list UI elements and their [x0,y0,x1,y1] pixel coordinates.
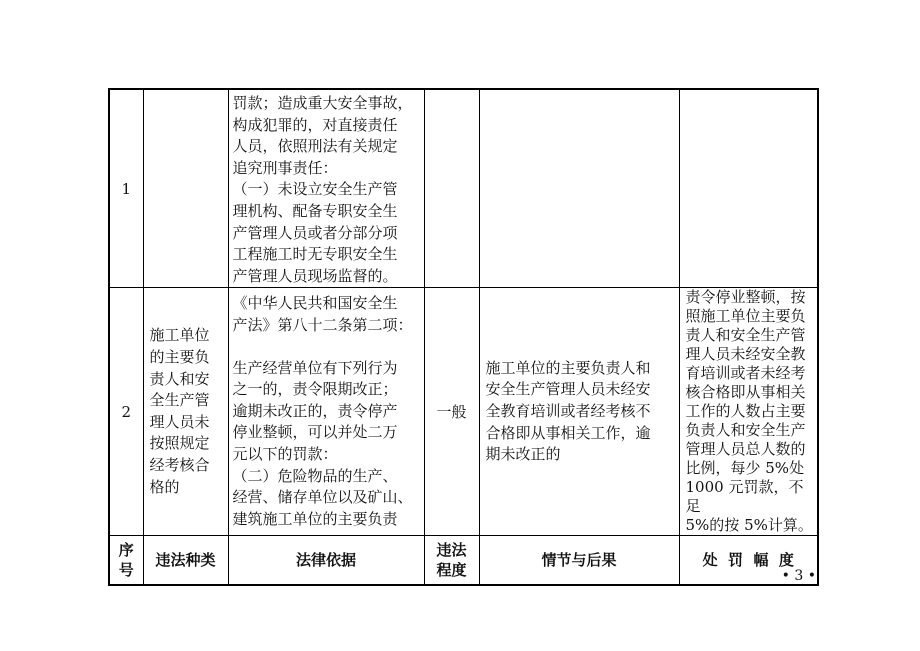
header-degree-label: 违法程度 [436,541,467,580]
penalty-line: 理人员未经安全教 [685,345,806,364]
basis-line: 停业整顿，可以并处二万 [232,423,398,442]
row-1-penalty [679,89,818,288]
table-row [109,288,818,536]
regulation-table [108,88,819,586]
penalty-line: 核合格即从事相关 [685,383,806,402]
spacer [233,337,420,358]
type-line: 施工单位 [149,326,210,345]
penalty-line: 照施工单位主要负 [685,307,806,326]
penalty-line: 比例，每少 5%处 [685,459,805,478]
basis-line: 生产经营单位有下列行为 [232,358,398,377]
penalty-line: 1000 元罚款，不足 [685,478,804,516]
penalty-line: 责人和安全生产管 [685,326,806,345]
basis-line: 《中华人民共和国安全生 [232,294,398,313]
type-line: 全生产管 [149,391,210,410]
table-row [109,89,818,288]
penalty-line: 管理人员总人数的 [685,440,806,459]
table-header-row [109,536,818,585]
header-type: 违法种类 [143,536,228,585]
basis-line: 逾期未改正的，责令停产 [232,401,398,420]
basis-line: 人员，依照刑法有关规定 [232,137,398,156]
header-degree [424,536,479,585]
row-1-circumstances [479,89,679,288]
type-line: 理人员未 [149,412,210,431]
basis-line: 建筑施工单位的主要负责 [232,509,398,528]
header-seq [109,536,143,585]
basis-line: 理机构、配备专职安全生 [232,201,398,220]
basis-line: 产管理人员现场监督的。 [232,266,398,285]
penalty-line: 5%的按 5%计算。 [685,516,813,535]
type-line: 按照规定 [149,434,210,453]
row-2-seq: 2 [109,288,143,536]
penalty-line: 育培训或者未经考 [685,364,806,383]
basis-line: 产管理人员或者分部分项 [232,223,398,242]
circumstance-line: 合格即从事相关工作，逾 [485,423,651,442]
row-2-circumstances [479,288,679,536]
basis-line: 元以下的罚款： [232,444,338,463]
basis-line: 产法》第八十二条第二项： [232,315,413,334]
row-1-seq: 1 [109,89,143,288]
row-1-basis [228,89,424,288]
circumstance-line: 施工单位的主要负责人和 [485,358,651,377]
type-line: 格的 [149,477,180,496]
type-line: 的主要负 [149,348,210,367]
circumstance-line: 安全生产管理人员未经安 [485,380,651,399]
header-basis: 法律依据 [228,536,424,585]
penalty-line: 工作的人数占主要 [685,402,806,421]
circumstance-line: 期未改正的 [485,445,561,464]
row-2-type [143,288,228,536]
row-2-penalty [679,288,818,536]
basis-line: 经营、储存单位以及矿山、 [232,488,413,507]
row-2-degree: 一般 [424,288,479,536]
header-penalty: 处 罚 幅 度 [679,536,818,585]
basis-line: 追究刑事责任： [232,158,338,177]
basis-line: （一）未设立安全生产管 [232,180,398,199]
basis-line: 罚款；造成重大安全事故， [232,94,413,112]
type-line: 经考核合 [149,456,210,475]
basis-line: 之一的，责令限期改正； [232,380,398,399]
basis-line: （二）危险物品的生产、 [232,466,398,485]
page-number: • 3 • [781,568,816,584]
row-1-type [143,89,228,288]
row-1-degree [424,89,479,288]
header-seq-label: 序号 [118,541,134,580]
circumstance-line: 全教育培训或者经考核不 [485,402,651,421]
header-circumstances: 情节与后果 [479,536,679,585]
type-line: 责人和安 [149,369,210,388]
row-2-basis [228,288,424,536]
penalty-line: 责令停业整顿，按 [685,288,806,307]
basis-line: 工程施工时无专职安全生 [232,245,398,264]
penalty-line: 负责人和安全生产 [685,421,806,440]
basis-line: 构成犯罪的，对直接责任 [232,115,398,134]
